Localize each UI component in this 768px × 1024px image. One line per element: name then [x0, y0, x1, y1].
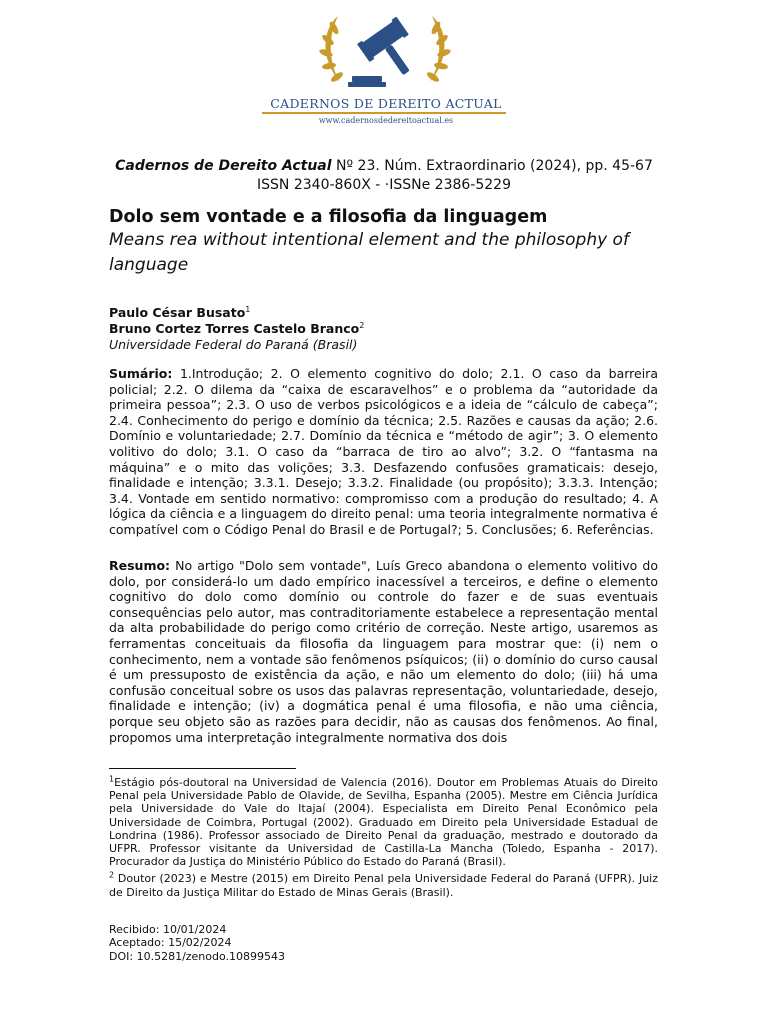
summary-text: 1.Introdução; 2. O elemento cognitivo do dolo; 2.1. O caso da barreira policial; 2.2. O dilema da “caixa de escaravelhos” e o problema da “autoridade da primeira pessoa”; 2.3. O uso de verbos psicológicos e a ideia de “cálculo de cabeça”; 2.4. Conhecimento do perigo e domínio da técnica; 2.5. Razões e causas da ação; 2.6. Domínio e voluntariedade; 2.7. Domínio da técnica e “método de agir”; 3. O elemento volitivo do dolo; 3.1. O caso da “barraca de tiro ao alvo”; 3.2. O “fantasma na máquina” e o mito das volições; 3.3. Desfazendo confusões gramaticais: desejo, finalidade e intenção; 3.3.1. Desejo; 3.3.2. Finalidade (ou propósito); 3.3.3. Intenção; 3.4. Vontade em sentido normativo: compromisso com a produção do resultado; 4. A lógica da ciência e a linguagem do direito penal: uma teoria integralmente normativa é compatível com o Código Penal do Brasil e de Portugal?; 5. Conclusões; 6. Referências. [109, 366, 658, 537]
received-date: Recibido: 10/01/2024 [109, 923, 227, 936]
summary-label: Sumário: [109, 366, 173, 381]
footnote-number: 1 [109, 774, 115, 784]
citation-line [100, 157, 668, 176]
accepted-date: Aceptado: 15/02/2024 [109, 936, 232, 950]
author-name: Bruno Cortez Torres Castelo Branco [109, 321, 360, 336]
doi[interactable]: DOI: 10.5281/zenodo.10899543 [109, 949, 286, 963]
abstract-section [109, 558, 658, 745]
article-subtitle: Means rea without intentional element and the philosophy of language [109, 230, 629, 275]
laurel-wreath-icon [318, 16, 451, 83]
article-title: Dolo sem vontade e a filosofia da linguagem [109, 207, 548, 227]
journal-url[interactable]: www.cadernosdedereitoactual.es [318, 116, 454, 125]
affiliation: Universidade Federal do Paraná (Brasil) [109, 337, 358, 352]
footnote [109, 776, 658, 868]
issue-info: Nº 23. Núm. Extraordinario (2024), pp. 45-67 [336, 158, 653, 174]
footnote [109, 872, 658, 898]
article-dates [109, 923, 409, 963]
footnote-ref[interactable]: 1 [245, 304, 251, 314]
author-line [109, 305, 669, 321]
gavel-icon [348, 17, 426, 87]
citation-block [100, 157, 668, 195]
footnote-text: Estágio pós-doutoral na Universidad de Valencia (2016). Doutor em Problemas Atuais do Direito Penal pela Universidade Pablo de Olavide, de Sevilha, Espanha (2005). Mestre em Ciência Jurídica pela Universidade do Vale do Itajaí (2004). Especialista em Direito Penal Econômico pela Universidade de Coimbra, Portugal (2002). Graduado em Direito pela Universidade Estadual de Londrina (1986). Professor associado de Direito Penal da graduação, mestrado e doutorado da UFPR. Professor visitante da Universidad de Castilla-La Mancha (Toledo, Espanha - 2017). Procurador da Justiça do Ministério Público do Estado do Paraná (Brasil). [109, 776, 658, 869]
footnote-number: 2 [109, 870, 115, 880]
author-block [109, 305, 669, 353]
journal-logo [300, 6, 470, 94]
journal-brand-name: CADERNOS DE DEREITO ACTUAL [270, 96, 502, 111]
footnote-ref[interactable]: 2 [359, 320, 365, 330]
footnote-divider [109, 768, 296, 769]
abstract-label: Resumo: [109, 558, 171, 573]
footnotes [109, 776, 658, 903]
author-line [109, 321, 669, 337]
footnote-text: Doutor (2023) e Mestre (2015) em Direito Penal pela Universidade Federal do Paraná (UFPR). Juiz de Direito da Justiça Militar do Estado de Minas Gerais (Brasil). [109, 872, 658, 899]
abstract-text: No artigo "Dolo sem vontade", Luís Greco abandona o elemento volitivo do dolo, por considerá-lo um dado empírico inacessível a terceiros, e define o elemento cognitivo do dolo como domínio ou controle do fazer e de suas eventuais consequências pelo autor, mas contraditoriamente estabelece a representação mental da alta probabilidade do perigo como critério de correção. Neste artigo, usaremos as ferramentas conceituais da filosofia da linguagem para mostrar que: (i) nem o conhecimento, nem a vontade são fenômenos psíquicos; (ii) o domínio do curso causal é um pressuposto de existência da ação, e não um elemento do dolo; (iii) há uma confusão conceitual sobre os usos das palavras representação, voluntariedade, desejo, finalidade e intenção; (iv) a dogmática penal é uma filosofia, e não uma ciência, porque seu objeto são as razões para decidir, não as causas dos fenômenos. Ao final, propomos uma interpretação integralmente normativa dos dois [109, 558, 658, 745]
journal-name: Cadernos de Dereito Actual [115, 158, 332, 174]
author-name: Paulo César Busato [109, 305, 246, 320]
summary-section [109, 366, 658, 538]
issn-line: ISSN 2340-860X - ·ISSNe 2386-5229 [257, 177, 511, 193]
brand-divider [262, 112, 506, 114]
